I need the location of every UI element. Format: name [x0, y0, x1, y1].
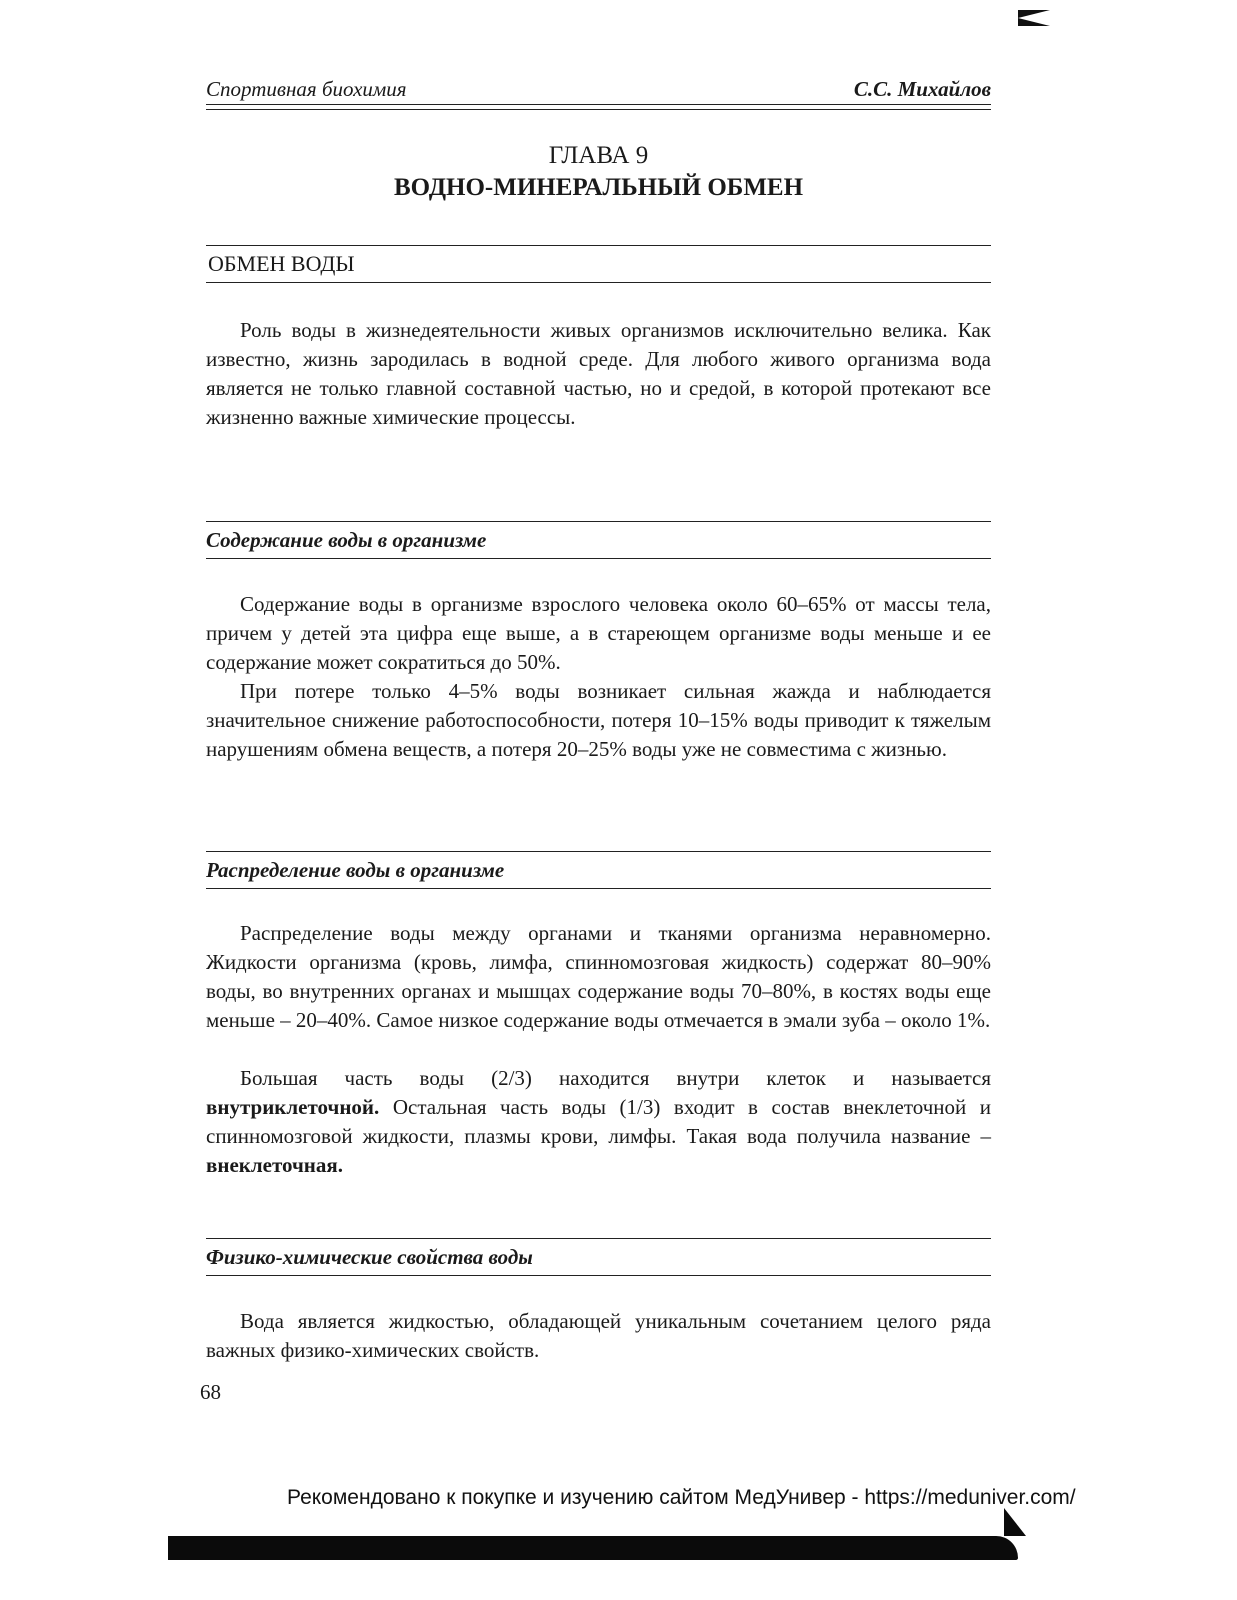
page-number: 68 — [200, 1380, 221, 1404]
section-heading-text: Физико-химические свойства воды — [206, 1244, 533, 1269]
paragraph: Содержание воды в организме взрослого человека около 60–65% от массы тела, причем у детей эта цифра еще выше, а в стареющем организме воды меньше и ее содержание может сократиться до 50%. — [206, 592, 991, 674]
term-intracellular: внутриклеточной. — [206, 1095, 380, 1119]
section-heading-text: Распределение воды в организме — [206, 857, 505, 882]
scan-bar-tip — [1004, 1508, 1026, 1536]
paragraph-with-terms — [206, 1064, 991, 1180]
text-run: Остальная часть воды (1/3) входит в состав внеклеточной и спинномозговой жидкости, плазмы крови, лимфы. Такая вода получила название – — [206, 1095, 992, 1148]
text-run: Большая часть воды (2/3) находится внутри клеток и называется — [240, 1066, 991, 1090]
scan-bottom-bar — [168, 1536, 1018, 1560]
section-heading-water-distribution — [206, 851, 991, 889]
chapter-number: ГЛАВА 9 — [548, 142, 649, 169]
section-heading-water-exchange — [206, 245, 991, 283]
header-rule — [206, 104, 991, 110]
paragraph: Роль воды в жизнедеятельности живых организмов исключительно велика. Как известно, жизнь зародилась в водной среде. Для любого живого организма вода является не только главной составной частью, но и средой, в которой протекают все жизненно важные химические процессы. — [206, 318, 991, 429]
book-title: Спортивная биохимия — [206, 77, 407, 101]
paragraph: Вода является жидкостью, обладающей уникальным сочетанием целого ряда важных физико-химических свойств. — [206, 1309, 991, 1362]
corner-scan-mark — [1018, 10, 1050, 26]
paragraph: При потере только 4–5% воды возникает сильная жажда и наблюдается значительное снижение работоспособности, потеря 10–15% воды приводит к тяжелым нарушениям обмена веществ, а потеря 20–25% воды уже не совместима с жизнью. — [206, 679, 991, 761]
term-extracellular: внеклеточная. — [206, 1153, 344, 1177]
running-header — [206, 72, 991, 102]
footer-recommendation: Рекомендовано к покупке и изучению сайтом МедУнивер - https://meduniver.com/ — [287, 1486, 1076, 1509]
paragraph: Распределение воды между органами и тканями организма неравномерно. Жидкости организма (кровь, лимфа, спинномозговая жидкость) содержат 80–90% воды, во внутренних органах и мышцах содержание воды 70–80%, в костях воды еще меньше – 20–40%. Самое низкое содержание воды отмечается в эмали зуба – около 1%. — [206, 921, 991, 1032]
chapter-title: ВОДНО-МИНЕРАЛЬНЫЙ ОБМЕН — [393, 174, 804, 201]
author-name: С.С. Михайлов — [853, 77, 991, 101]
section-heading-text: Содержание воды в организме — [206, 527, 487, 552]
section-heading-text: ОБМЕН ВОДЫ — [208, 251, 355, 276]
section-heading-physchem — [206, 1238, 991, 1276]
section-heading-water-content — [206, 521, 991, 559]
